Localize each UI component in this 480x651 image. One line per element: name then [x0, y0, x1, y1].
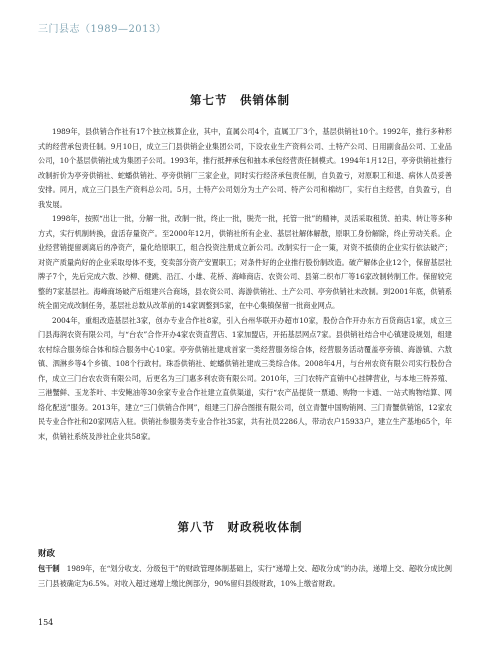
running-head: 三门县志（1989—2013） — [38, 24, 167, 35]
paragraph-text: 1989年，在“划分收支、分级包干”的财政管理体制基础上，实行“递增上交、超收分成”的办法，递增上交、超收分成比例三门县被确定为6.5%。对收入超过递增上缴比例部分，90%留归县级财政，10%上缴省财政。 — [38, 564, 452, 588]
section-body-supply-marketing — [38, 125, 452, 444]
section-title-supply-marketing: 第七节 供销体制 — [190, 93, 290, 107]
section-body-fiscal — [38, 562, 452, 591]
subheading-finance: 财政 — [38, 549, 56, 559]
paragraph — [38, 562, 452, 591]
paragraph: 1989年，县供销合作社有17个独立核算企业，其中，直属公司4个，直属工厂3个，基层供销社10个。1992年，推行多种形式的经营承包责任制。9月10日，成立三门县供销企业集团公司，下设农业生产资料公司、土特产公司、日用副食品公司、工业品公司，10个基层供销社成为集团子公司。1993年，推行抵押承包和抽本承包经营责任制模式。1994年1月12日，亭旁供销社推行改制折价为亭旁供销社、蛇蟠供销社、亭旁供销厂三家企业，同时实行经济承包责任制，自负盈亏，对原职工和退、病休人员妥善安排。同月，成立三门县生产资料总公司。5月，土特产公司划分为土产公司、特产公司和棉纺厂，实行自主经营，自负盈亏，自我发展。 — [38, 127, 452, 209]
lead-label: 包干制 — [38, 564, 60, 573]
page-number: 154 — [38, 618, 54, 627]
section-title-fiscal-tax: 第八节 财政税收体制 — [177, 520, 303, 534]
paragraph: 2004年，重组改造基层社3家，创办专业合作社8家，引入台州华联开办超市10家，股份合作开办东方百货商店1家，成立三门县海润农资有限公司，与“台农”合作开办4家农资直营店、1家加盟店，开拓基层网点7家。县供销社结合中心镇建设规划，组建农村综合服务综合体和综合服务中心10家。亭旁供销社建成首家一类经营服务综合体，经营服务活动覆盖亭旁镇、海游镇、六敖镇、泗淋乡等4个乡镇、108个行政村。珠岙供销社、蛇蟠供销社建成三类综合体。2008年4月，与台州农资有限公司实行股份合作，成立三门台农农资有限公司，后更名为三门惠多利农资有限公司。2010年，三门农特产直销中心挂牌营业，与本地三特养殖、三港蟹鲜、玉龙茶叶、丰安鲍油等30余家专业合作社建立直供渠道，实行“农产品提货一票通、购物一卡通、一站式购物结算、网络化配送”服务。2013年，建立“三门供销合作网”，组建三门辞合图报有限公司，创立青蟹中国购销网、三门青蟹供销馆，12家农民专业合作社和20家网店入驻。供销社参服务类专业合作社35家，共有社员2286人，带动农户15933户，建立生产基地65个，年末，供销社系统及涉社企业共58家。 — [38, 315, 452, 441]
paragraph: 1998年，按照“出让一批，分解一批，改制一批，终止一批，脱壳一批，托管一批”的精神，灵活采取租赁、拍卖、转让等多种方式，实行机制转换，盘活存量资产。至2000年12月，供销社所有企业、基层社解体解散，原职工身份解除，终止劳动关系。企业经营销提留剥离后的净资产，量化给原职工，组合投资注册成立新公司。改制实行一企一策，对资不抵债的企业实行依法破产；对资产质量尚好的企业采取母体不变，变卖部分资产安置职工；对条件好的企业推行股份制改造。破产解体企业12个，保留基层社牌子7个，先后完成六敖、沙柳、健跳、沿江、小雄、花桥、海峰商店、农资公司、县第二织布厂等16家改制转制工作。保留较完整的7家基层社。海峰商场破产后组建兴合商场，县农资公司、海游供销社、土产公司、亭旁供销社未改制。到2001年底，供销系统全面完成改制任务，基层社总数从改革前的14家调整到5家，在中心集镇保留一批商业网点。 — [38, 214, 452, 310]
